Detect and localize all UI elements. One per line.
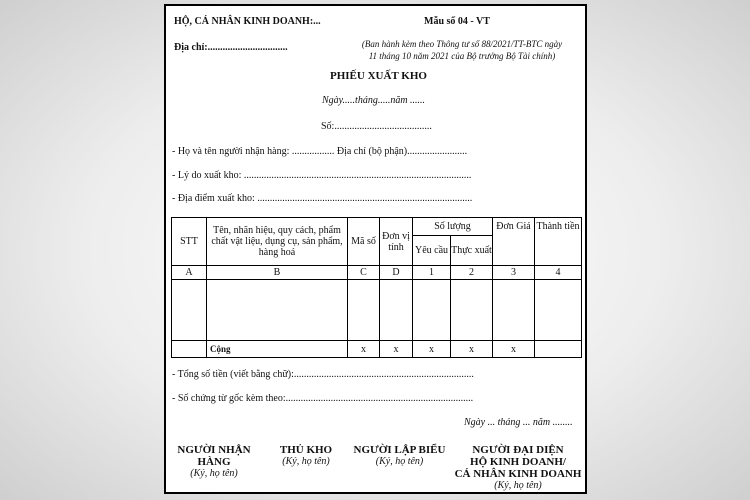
index-cell: 4 <box>535 266 582 280</box>
form-number: Mẫu số 04 - VT <box>424 16 490 27</box>
header-item-desc: Tên, nhãn hiệu, quy cách, phẩm chất vật liệu, dụng cụ, sản phẩm, hàng hoá <box>207 218 348 266</box>
table-cell <box>207 280 348 341</box>
index-cell: 3 <box>493 266 535 280</box>
total-label: Cộng <box>207 341 348 358</box>
signature-date: Ngày ... tháng ... năm ........ <box>464 417 573 428</box>
total-mark: x <box>451 341 493 358</box>
header-unit-price: Đơn Giá <box>493 218 535 266</box>
index-cell: 2 <box>451 266 493 280</box>
table-cell <box>535 280 582 341</box>
date-line: Ngày.....tháng.....năm ...... <box>322 95 426 106</box>
table-cell <box>535 341 582 358</box>
table-cell <box>413 280 451 341</box>
goods-table <box>171 217 582 358</box>
signature-preparer: NGƯỜI LẬP BIỂU (Ký, họ tên) <box>353 444 446 467</box>
index-cell: C <box>348 266 380 280</box>
table-cell <box>172 280 207 341</box>
signature-warehouse-keeper: THỦ KHO (Ký, họ tên) <box>279 444 333 467</box>
table-cell <box>451 280 493 341</box>
table-header-row <box>172 218 582 236</box>
total-mark: x <box>413 341 451 358</box>
total-mark: x <box>380 341 413 358</box>
header-amount: Thành tiền <box>535 218 582 266</box>
index-cell: D <box>380 266 413 280</box>
table-cell <box>348 280 380 341</box>
header-qty-actual: Thực xuất <box>451 236 493 266</box>
org-name: HỘ, CÁ NHÂN KINH DOANH:... <box>174 16 321 27</box>
header-qty-requested: Yêu cầu <box>413 236 451 266</box>
index-cell: A <box>172 266 207 280</box>
receiver-field: - Họ và tên người nhận hàng: ................. Địa chỉ (bộ phận)........................ <box>172 146 468 157</box>
table-cell <box>172 341 207 358</box>
total-mark: x <box>348 341 380 358</box>
total-row <box>172 341 582 358</box>
form-title: PHIẾU XUẤT KHO <box>330 70 427 82</box>
regulation-line-2: 11 tháng 10 năm 2021 của Bộ trưởng Bộ Tài chính) <box>368 51 556 61</box>
regulation-line-1: (Ban hành kèm theo Thông tư số 88/2021/TT-BTC ngày <box>361 39 563 49</box>
total-in-words: - Tổng số tiền (viết bằng chữ):........................................................................ <box>172 369 474 380</box>
number-line: Số:....................................... <box>321 121 432 132</box>
table-cell <box>380 280 413 341</box>
table-cell <box>493 280 535 341</box>
attached-docs: - Số chứng từ gốc kèm theo:........................................................................... <box>172 393 474 404</box>
address-line: Địa chỉ:................................ <box>174 42 288 53</box>
header-quantity: Số lượng <box>413 218 493 236</box>
header-stt: STT <box>172 218 207 266</box>
location-field: - Địa điểm xuất kho: ...................................................................................... <box>172 193 473 204</box>
table-row <box>172 280 582 341</box>
document-page <box>164 4 587 494</box>
signature-representative: NGƯỜI ĐẠI DIỆN HỘ KINH DOANH/ CÁ NHÂN KINH DOANH (Ký, họ tên) <box>454 444 582 491</box>
table-index-row <box>172 266 582 280</box>
signature-receiver: NGƯỜI NHẬN HÀNG (Ký, họ tên) <box>177 444 251 479</box>
index-cell: B <box>207 266 348 280</box>
header-code: Mã số <box>348 218 380 266</box>
header-unit: Đơn vị tính <box>380 218 413 266</box>
total-mark: x <box>493 341 535 358</box>
reason-field: - Lý do xuất kho: ........................................................................................... <box>172 170 472 181</box>
index-cell: 1 <box>413 266 451 280</box>
